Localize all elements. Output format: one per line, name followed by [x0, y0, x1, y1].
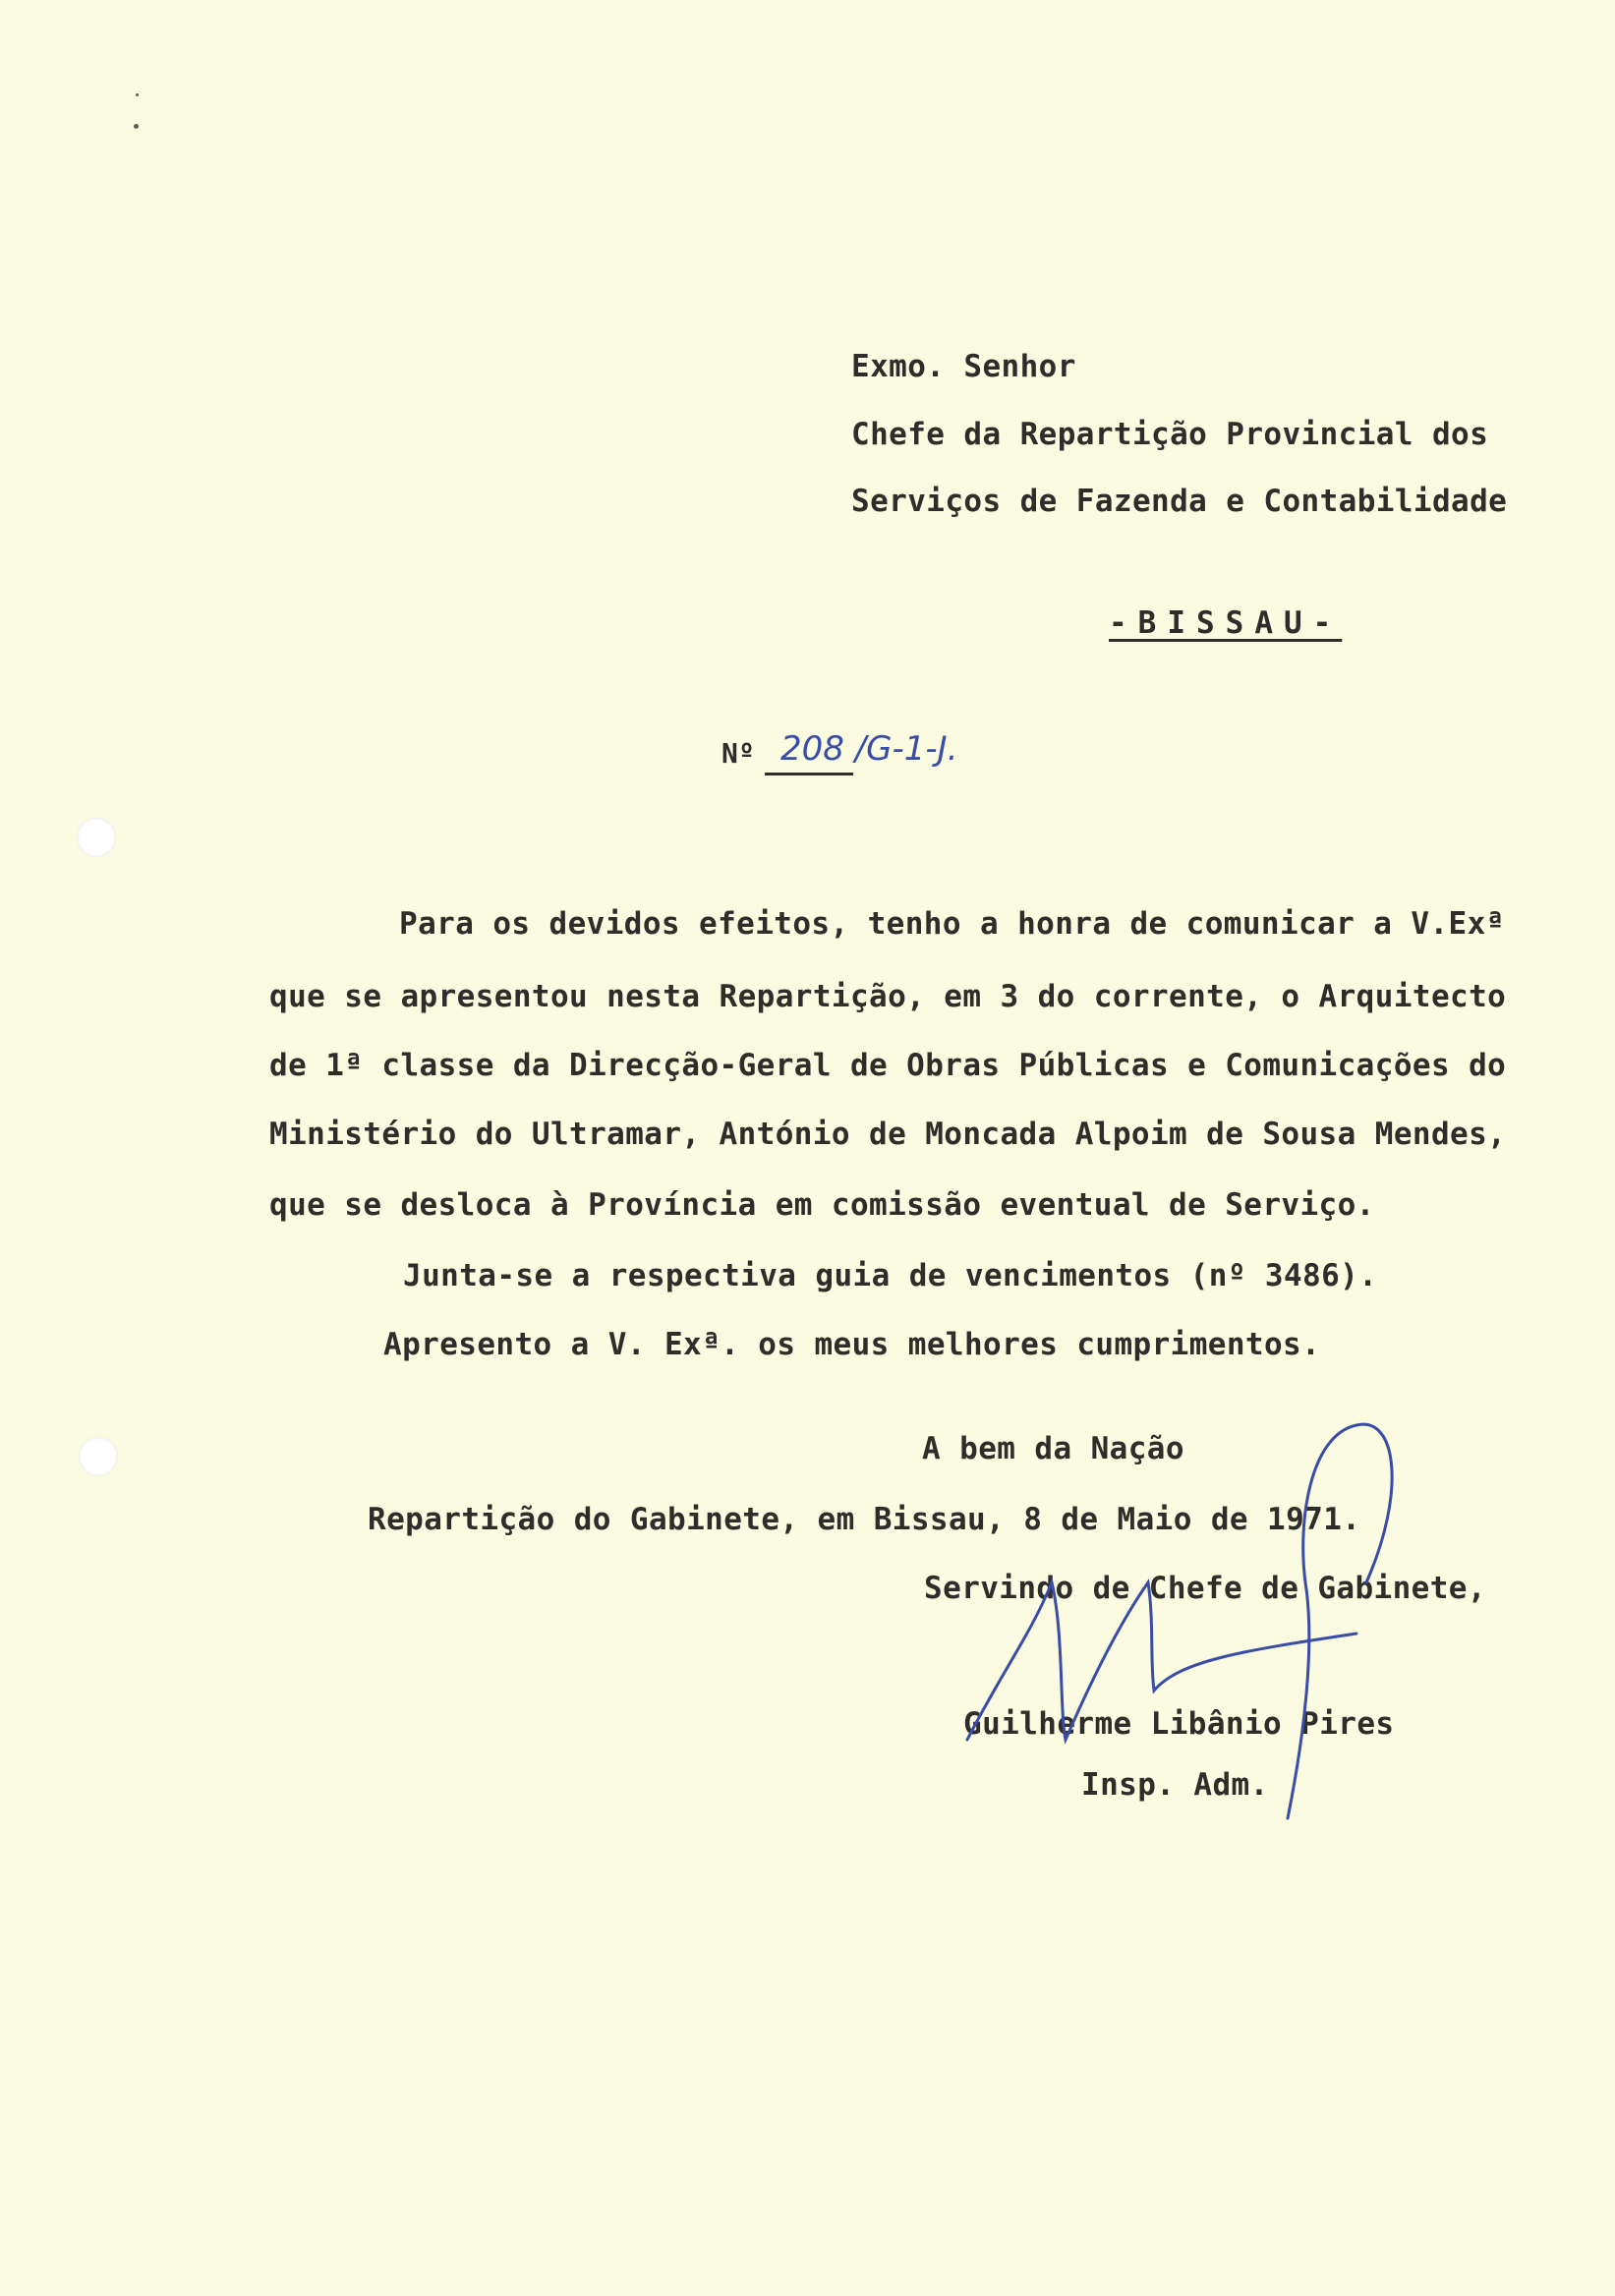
- reference-underline: [765, 773, 853, 775]
- addressee-line-1: Chefe da Repartição Provincial dos: [851, 417, 1489, 452]
- reference-prefix: Nº: [721, 737, 755, 770]
- closing-role: Servindo de Chefe de Gabinete,: [924, 1571, 1486, 1606]
- body-line-2: que se apresentou nesta Repartição, em 3 do corrente, o Arquitecto: [269, 979, 1507, 1014]
- body-paragraph-3: Apresento a V. Exª. os meus melhores cumprimentos.: [383, 1327, 1321, 1362]
- body-paragraph-2: Junta-se a respectiva guia de vencimentos (nº 3486).: [403, 1258, 1378, 1293]
- signature-loop: [1288, 1424, 1392, 1818]
- body-line-5: que se desloca à Província em comissão eventual de Serviço.: [269, 1187, 1375, 1223]
- body-line-3: de 1ª classe da Direcção-Geral de Obras Públicas e Comunicações do: [269, 1048, 1507, 1083]
- closing-motto: A bem da Nação: [922, 1431, 1184, 1466]
- punch-hole-bottom: [79, 1437, 118, 1476]
- signatory-name: Guilherme Libânio Pires: [963, 1706, 1395, 1742]
- ink-speck: [136, 93, 139, 96]
- ink-speck: [134, 124, 139, 129]
- body-line-1: Para os devidos efeitos, tenho a honra de comunicar a V.Exª: [399, 906, 1505, 942]
- salutation: Exmo. Senhor: [851, 349, 1076, 384]
- signatory-title: Insp. Adm.: [1081, 1767, 1269, 1803]
- addressee-city: -BISSAU-: [1109, 605, 1343, 641]
- addressee-line-2: Serviços de Fazenda e Contabilidade: [851, 484, 1508, 519]
- closing-place-date: Repartição do Gabinete, em Bissau, 8 de Maio de 1971.: [368, 1502, 1361, 1537]
- handwritten-signature: [944, 1415, 1415, 1828]
- body-line-4: Ministério do Ultramar, António de Moncada Alpoim de Sousa Mendes,: [269, 1117, 1507, 1152]
- reference-handwritten: 208 /G-1-J.: [780, 729, 958, 769]
- signature-stroke: [967, 1582, 1356, 1740]
- punch-hole-top: [77, 818, 116, 857]
